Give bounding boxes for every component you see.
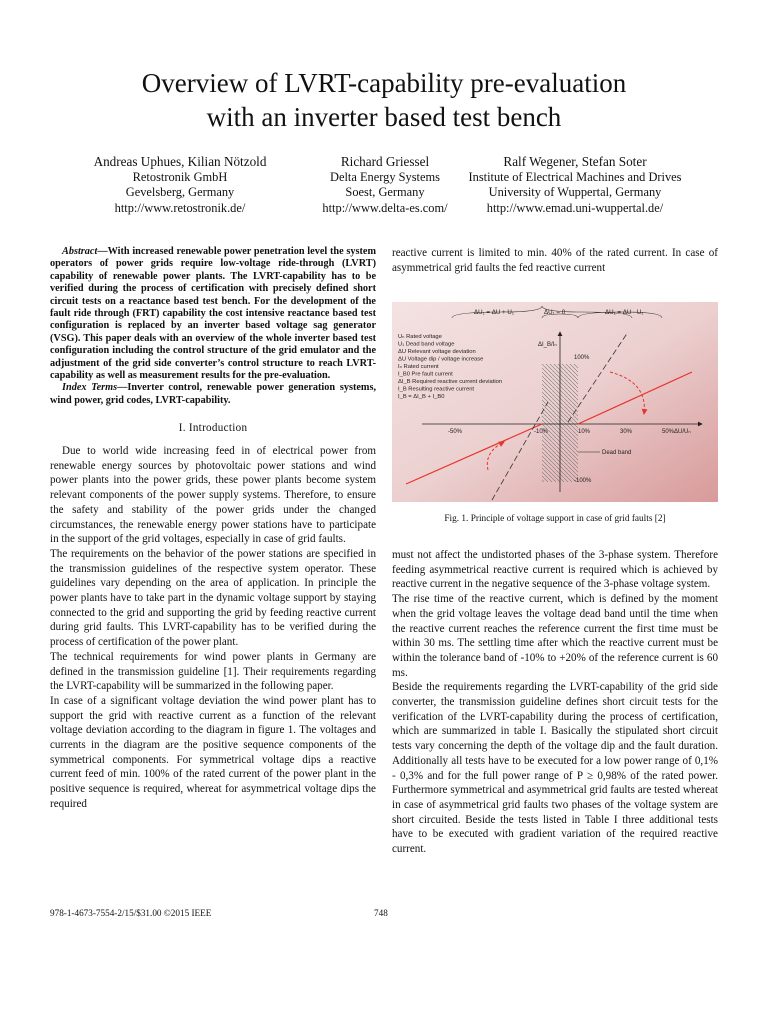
author-url[interactable]: http://www.retostronik.de/ (114, 200, 246, 215)
dead-band-label: Dead band (602, 450, 632, 456)
paragraph: The requirements on the behavior of the power stations are specified in the transmission guidelines of the respective system operator. These guidelines vary depending on the area of application. In principle the power plants have to take part in the dynamic voltage support by staying connected to the grid and supporting the grid by feeding reactive current during grid faults. This LVRT-capability has to be verified during the process of certification of the power plant. (50, 547, 376, 649)
y-tick: 100% (574, 355, 590, 361)
legend-entry: ΔU Relevant voltage deviation (398, 349, 476, 355)
abstract (50, 246, 376, 382)
paragraph: must not affect the undistorted phases of the 3-phase system. Therefore feeding asymmetrical reactive current is required which is achieved by reactive current in the negative sequence of the 3-phase voltage system. (392, 549, 718, 591)
paragraph: reactive current is limited to min. 40% of the rated current. In case of asymmetrical grid faults the fed reactive current (392, 247, 718, 274)
author-location: Soest, Germany (345, 185, 425, 200)
title-line-2: with an inverter based test bench (206, 102, 562, 132)
author-org: Delta Energy Systems (330, 169, 440, 184)
x-tick: -50% (448, 429, 463, 435)
figure-caption: Fig. 1. Principle of voltage support in case of grid faults [2] (444, 514, 666, 524)
y-tick: -100% (574, 478, 592, 484)
paragraph: In case of a significant voltage deviation the wind power plant has to support the grid with reactive current as a function of the relevant voltage deviation according to the diagram in figure 1. The voltages and currents in the diagram are the positive sequence components of the symmetrical components. For symmetrical voltage dips a reactive current feed of min. 100% of the rated current of the power plant in the positive sequence is required, whereat for asymmetrical voltage dips the required (50, 694, 376, 810)
left-column (50, 246, 376, 812)
paragraph: Beside the requirements regarding the LVRT-capability of the grid side converter, the transmission guideline defines short circuit tests for the verification of the LVRT-capability during the process of certification, which are summarized in table I. Basically the stipulated short circuit tests vary concerning the depth of the voltage dip and the fault duration. Additionally all tests have to be executed for a low power range of 0,1% - 0,3% and for the full power range of P ≥ 0,98% of the rated power. Furthermore symmetrical and asymmetrical grid faults are tested whereat in case of asymmetrical grid faults two phases of the voltage system are short circuited. Beside the tests listed in Table I three additional tests have to be executed with gradient variation of the required reactive current. (392, 681, 718, 856)
legend-entry: I_B = ΔI_B + I_B0 (398, 394, 445, 400)
x-axis-label: ΔU/Uₙ (674, 429, 691, 435)
legend-entry: ΔI_B Required reactive current deviation (398, 379, 503, 385)
x-tick: -10% (534, 429, 549, 435)
legend-entry: ΔU Voltage dip / voltage increase (398, 356, 484, 363)
author-org: Retostronik GmbH (132, 169, 228, 184)
author-location: Gevelsberg, Germany (125, 185, 235, 200)
author-names: Ralf Wegener, Stefan Soter (503, 154, 647, 169)
region-label: ΔU₁ = ΔU - U₁ (605, 309, 644, 316)
paper-title (0, 66, 768, 134)
legend-entry: U₁ Dead band voltage (398, 341, 455, 348)
author-org: Institute of Electrical Machines and Drives (468, 169, 682, 184)
author-block-3 (440, 154, 710, 216)
abstract-label: Abstract (62, 246, 98, 257)
author-block-1 (60, 154, 300, 216)
author-url[interactable]: http://www.delta-es.com/ (322, 200, 448, 215)
voltage-support-diagram (392, 302, 718, 502)
y-axis-label: ΔI_B/Iₙ (538, 342, 557, 348)
x-tick: 10% (578, 429, 591, 435)
legend-entry: Uₙ Rated voltage (398, 334, 442, 340)
author-location: University of Wuppertal, Germany (488, 185, 662, 200)
legend-entry: Iₙ Rated current (398, 364, 439, 370)
region-label: ΔU₁ = 0 (544, 309, 566, 316)
paragraph: The rise time of the reactive current, which is defined by the moment when the grid voltage leaves the voltage dead band until the time when the reactive current reaches the reference current the first time must be within 30 ms. The settling time after which the reactive current must be within the tolerance band of -10% to +20% of the reference current is 60 ms. (392, 593, 718, 679)
author-names: Richard Griessel (340, 154, 430, 169)
author-names: Andreas Uphues, Kilian Nötzold (93, 154, 267, 169)
region-label: ΔU₁ = ΔU + U₁ (474, 309, 514, 316)
legend-entry: I_B Resulting reactive current (398, 386, 475, 393)
right-column (392, 548, 718, 857)
abstract-text: —With increased renewable power penetration level the system operators of power grids require low-voltage ride-through (LVRT) capability of renewable power plants. The LVRT-capability has to be verified during the process of certification with precisely defined short circuit tests on a reactance based test bench. For the development of the fault ride through (FRT) capability the cost intensive reactance based test configuration is replaced by an inverter based voltage sag generator (VSG). This paper deals with an overview of the whole inverter based test configuration including the control structure of the grid emulator and the adjustment of the grid side converter’s control structure to reach LVRT-capability as well as measurement results for the pre-evaluation. (50, 246, 376, 382)
index-terms-text: —Inverter control, renewable power generation systems, wind power, grid codes, LVRT-capability. (50, 382, 377, 406)
x-tick: 30% (620, 429, 633, 435)
author-url[interactable]: http://www.emad.uni-wuppertal.de/ (486, 200, 664, 215)
figure-1 (392, 302, 718, 502)
index-terms (50, 382, 376, 407)
footer-isbn: 978-1-4673-7554-2/15/$31.00 ©2015 IEEE (50, 908, 212, 918)
paragraph: Due to world wide increasing feed in of electrical power from renewable energy sources by photovoltaic power stations and wind power plants into the power grids, these power plants become system relevant components of the power supply systems. Therefore, to ensure the safety and stability of the power grids under the changed circumstances, the renewable energy power stations have to participate in the support of the grid voltages, especially in case of grid faults. (50, 444, 376, 546)
legend-entry: I_B0 Pre fault current (398, 371, 453, 378)
page-number: 748 (374, 908, 388, 918)
paragraph: The technical requirements for wind power plants in Germany are defined in the transmission guideline [1]. Their requirements regarding the LVRT-capability will be summarized in the following paper. (50, 650, 376, 693)
title-line-1: Overview of LVRT-capability pre-evaluation (141, 68, 627, 98)
index-terms-label: Index Terms (62, 382, 118, 394)
right-column-top (392, 246, 718, 275)
x-tick: 50% (662, 429, 675, 435)
section-heading: I. Introduction (178, 422, 248, 435)
